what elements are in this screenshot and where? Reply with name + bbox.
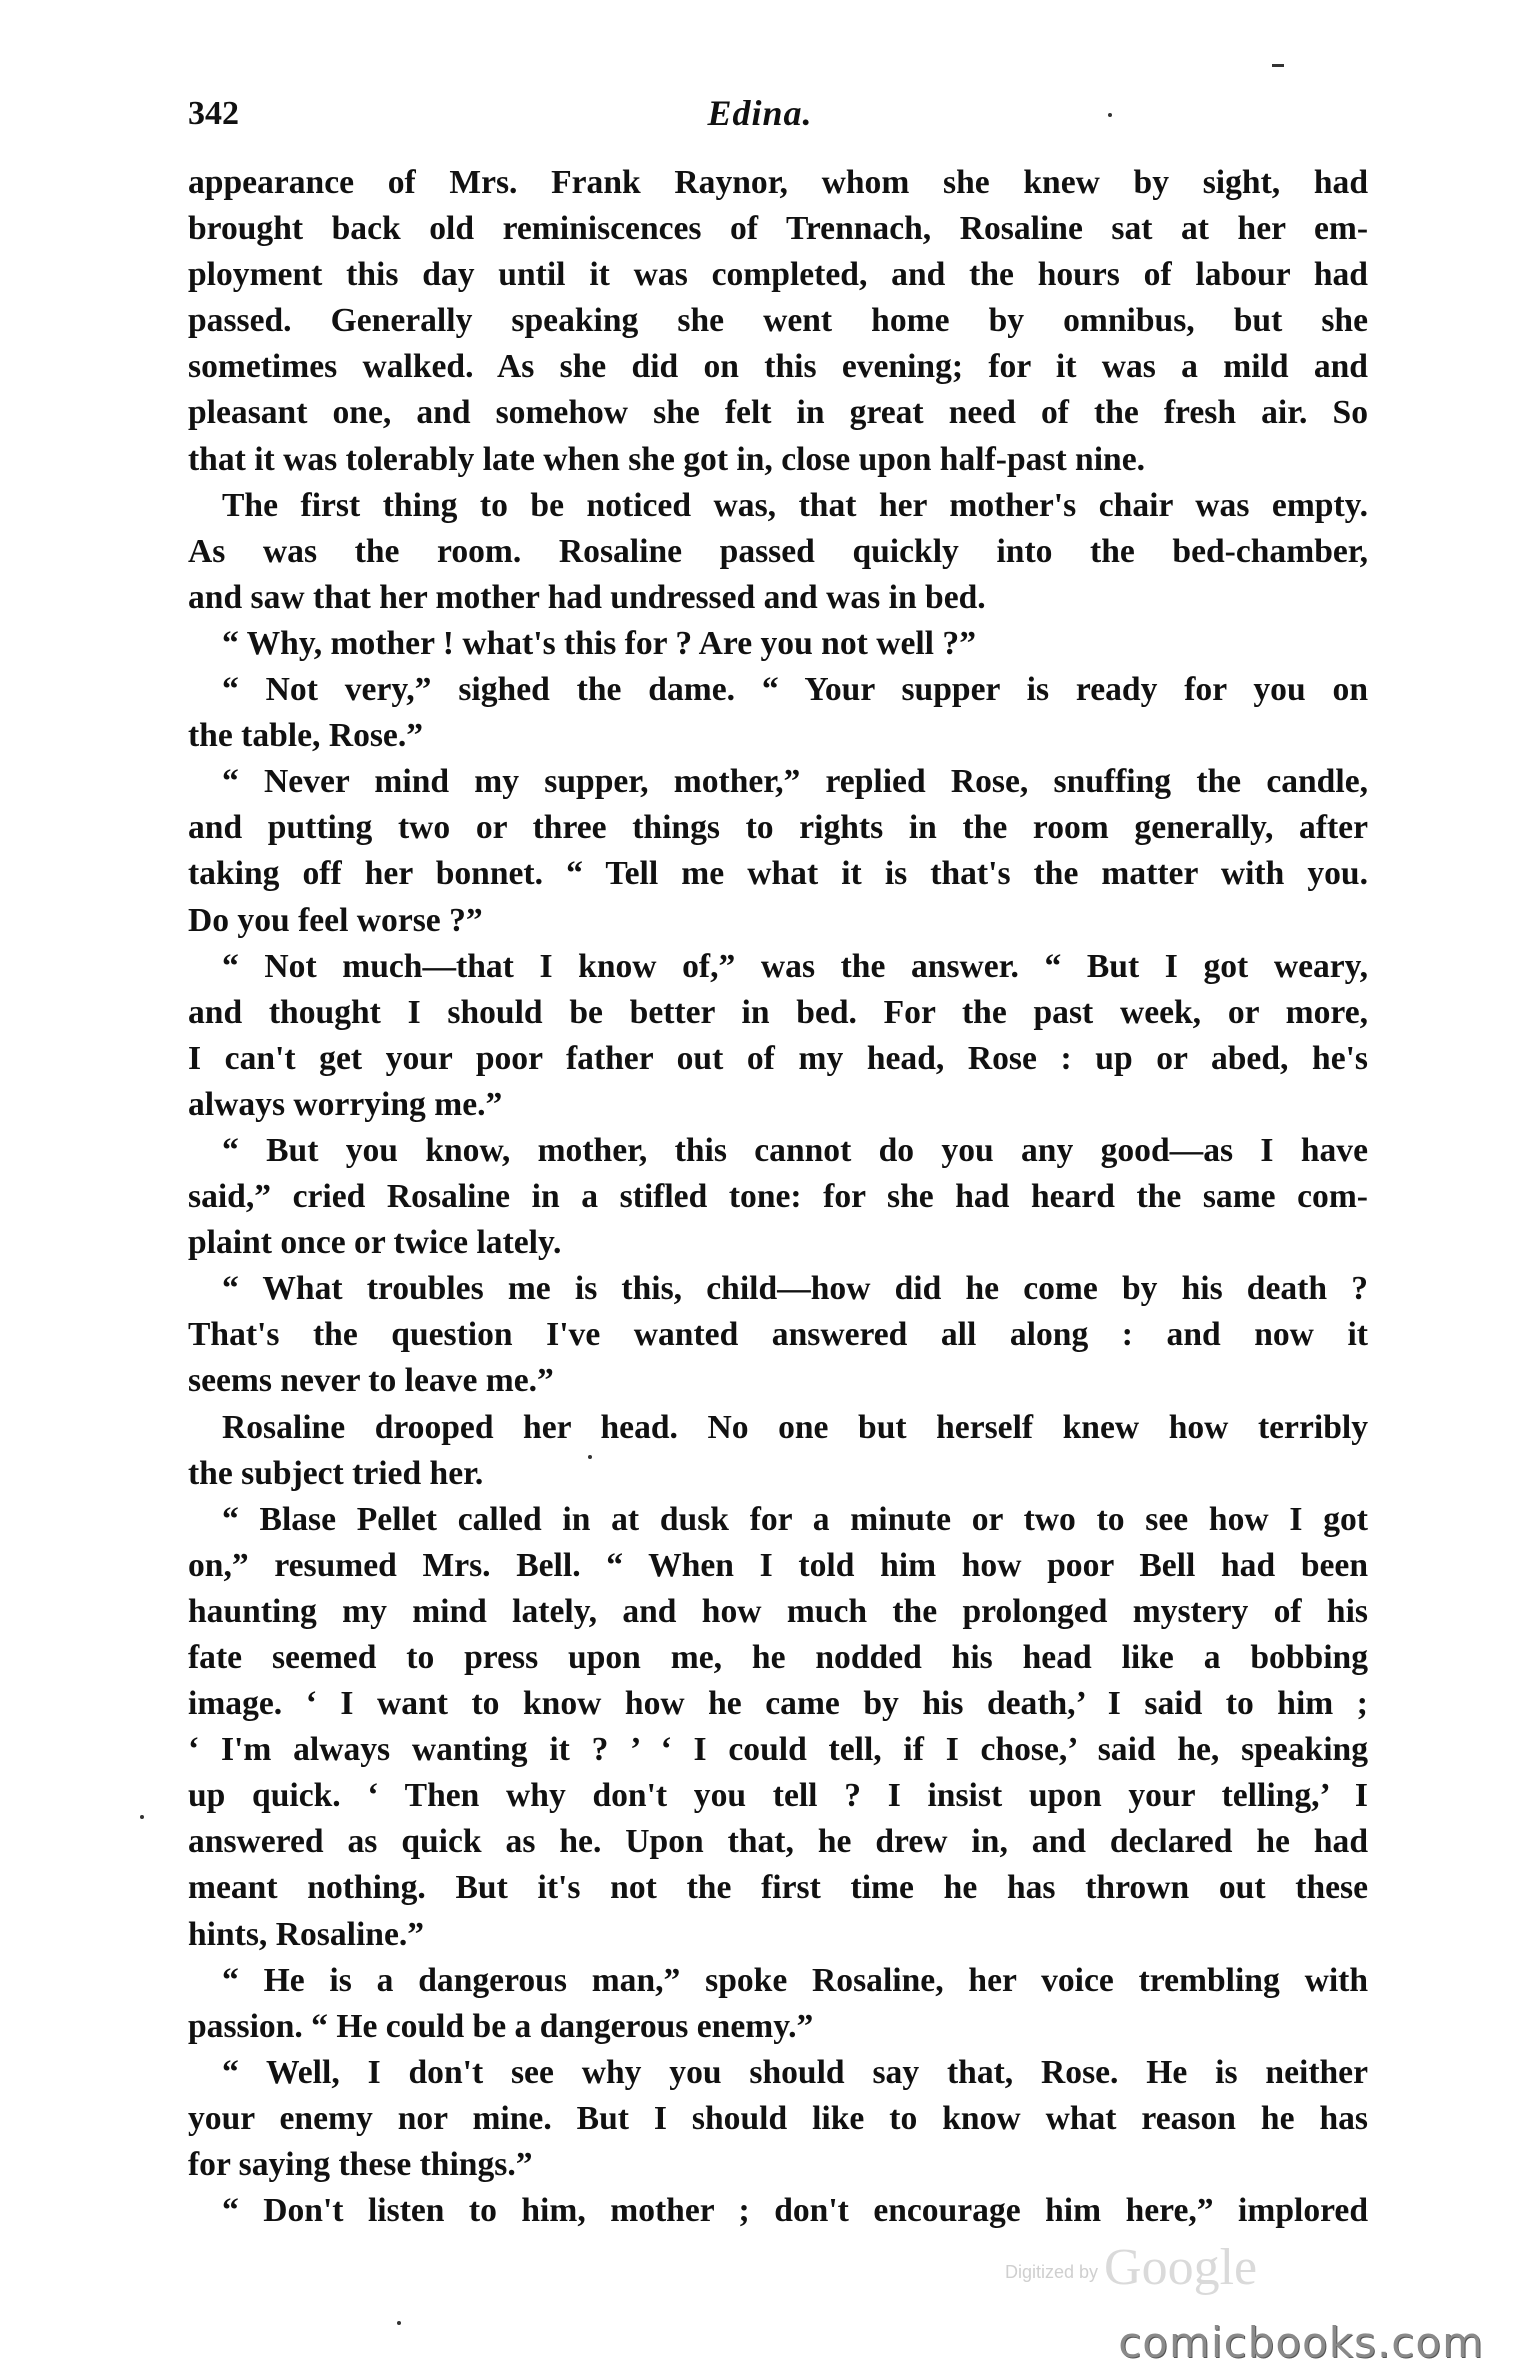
text-line: “ Why, mother ! what's this for ? Are you not well ?”	[222, 624, 976, 662]
text-line: taking off her bonnet. “ Tell me what it is that's the matter with you.	[188, 855, 1368, 893]
text-line: the subject tried her.	[188, 1454, 484, 1492]
text-line: answered as quick as he. Upon that, he drew in, and declared he had	[188, 1823, 1368, 1861]
digitized-by-label: Digitized by	[1005, 2262, 1099, 2282]
text-line: hints, Rosaline.”	[188, 1915, 425, 1953]
text-line: “ Not very,” sighed the dame. “ Your supper is ready for you on	[222, 671, 1368, 709]
text-line: “ He is a dangerous man,” spoke Rosaline, her voice trembling with	[222, 1961, 1368, 1999]
text-line: The first thing to be noticed was, that her mother's chair was empty.	[222, 486, 1368, 524]
site-watermark: comicbooks.com	[1118, 2318, 1484, 2367]
text-line: your enemy nor mine. But I should like to know what reason he has	[188, 2099, 1368, 2137]
text-line: “ What troubles me is this, child—how did he come by his death ?	[222, 1270, 1368, 1308]
print-speck	[140, 1815, 144, 1819]
text-line: ‘ I'm always wanting it ? ’ ‘ I could tell, if I chose,’ said he, speaking	[188, 1731, 1368, 1769]
text-line: That's the question I've wanted answered all along : and now it	[188, 1316, 1368, 1354]
running-title: Edina.	[707, 93, 813, 133]
text-line: the table, Rose.”	[188, 717, 424, 755]
text-line: “ Don't listen to him, mother ; don't encourage him here,” implored	[222, 2192, 1368, 2230]
page-number: 342	[188, 95, 239, 132]
text-line: “ But you know, mother, this cannot do you any good—as I have	[222, 1131, 1368, 1169]
text-line: and thought I should be better in bed. For the past week, or more,	[188, 993, 1368, 1031]
text-line: appearance of Mrs. Frank Raynor, whom she knew by sight, had	[188, 164, 1368, 201]
text-line: sometimes walked. As she did on this evening; for it was a mild and	[188, 348, 1368, 386]
text-line: Rosaline drooped her head. No one but herself knew how terribly	[222, 1408, 1368, 1446]
print-speck	[588, 1455, 592, 1459]
print-speck	[1272, 64, 1284, 67]
text-line: on,” resumed Mrs. Bell. “ When I told him how poor Bell had been	[188, 1546, 1368, 1584]
text-line: seems never to leave me.”	[188, 1362, 554, 1400]
text-line: always worrying me.”	[188, 1085, 503, 1123]
text-line: pleasant one, and somehow she felt in great need of the fresh air. So	[188, 394, 1368, 432]
text-line: brought back old reminiscences of Trennach, Rosaline sat at her em-	[188, 210, 1368, 248]
digitized-by-watermark	[1005, 2238, 1257, 2297]
text-line: “ Not much—that I know of,” was the answer. “ But I got weary,	[222, 947, 1368, 985]
text-line: image. ‘ I want to know how he came by his death,’ I said to him ;	[188, 1685, 1368, 1723]
text-line: for saying these things.”	[188, 2146, 533, 2184]
text-line: ployment this day until it was completed, and the hours of labour had	[188, 256, 1368, 294]
text-line: “ Well, I don't see why you should say that, Rose. He is neither	[222, 2053, 1368, 2091]
body-text	[188, 160, 1368, 2234]
print-speck	[1108, 113, 1112, 117]
text-line: fate seemed to press upon me, he nodded his head like a bobbing	[188, 1639, 1368, 1676]
text-line: and saw that her mother had undressed and was in bed.	[188, 578, 986, 616]
print-speck	[397, 2321, 401, 2325]
text-line: up quick. ‘ Then why don't you tell ? I insist upon your telling,’ I	[188, 1777, 1368, 1815]
text-line: “ Blase Pellet called in at dusk for a minute or two to see how I got	[222, 1500, 1368, 1538]
text-line: I can't get your poor father out of my head, Rose : up or abed, he's	[188, 1039, 1368, 1077]
text-line: Do you feel worse ?”	[188, 901, 483, 939]
text-line: passion. “ He could be a dangerous enemy.”	[188, 2007, 814, 2045]
text-line: meant nothing. But it's not the first time he has thrown out these	[188, 1869, 1368, 1907]
text-line: that it was tolerably late when she got in, close upon half-past nine.	[188, 440, 1146, 478]
text-line: plaint once or twice lately.	[188, 1224, 562, 1262]
google-logo: Google	[1104, 2239, 1258, 2296]
text-line: As was the room. Rosaline passed quickly into the bed-chamber,	[188, 532, 1368, 570]
text-line: “ Never mind my supper, mother,” replied Rose, snuffing the candle,	[222, 763, 1368, 801]
text-line: and putting two or three things to rights in the room generally, after	[188, 809, 1368, 847]
text-line: passed. Generally speaking she went home by omnibus, but she	[188, 302, 1368, 340]
text-line: haunting my mind lately, and how much the prolonged mystery of his	[188, 1592, 1368, 1630]
text-line: said,” cried Rosaline in a stifled tone: for she had heard the same com-	[188, 1178, 1368, 1216]
